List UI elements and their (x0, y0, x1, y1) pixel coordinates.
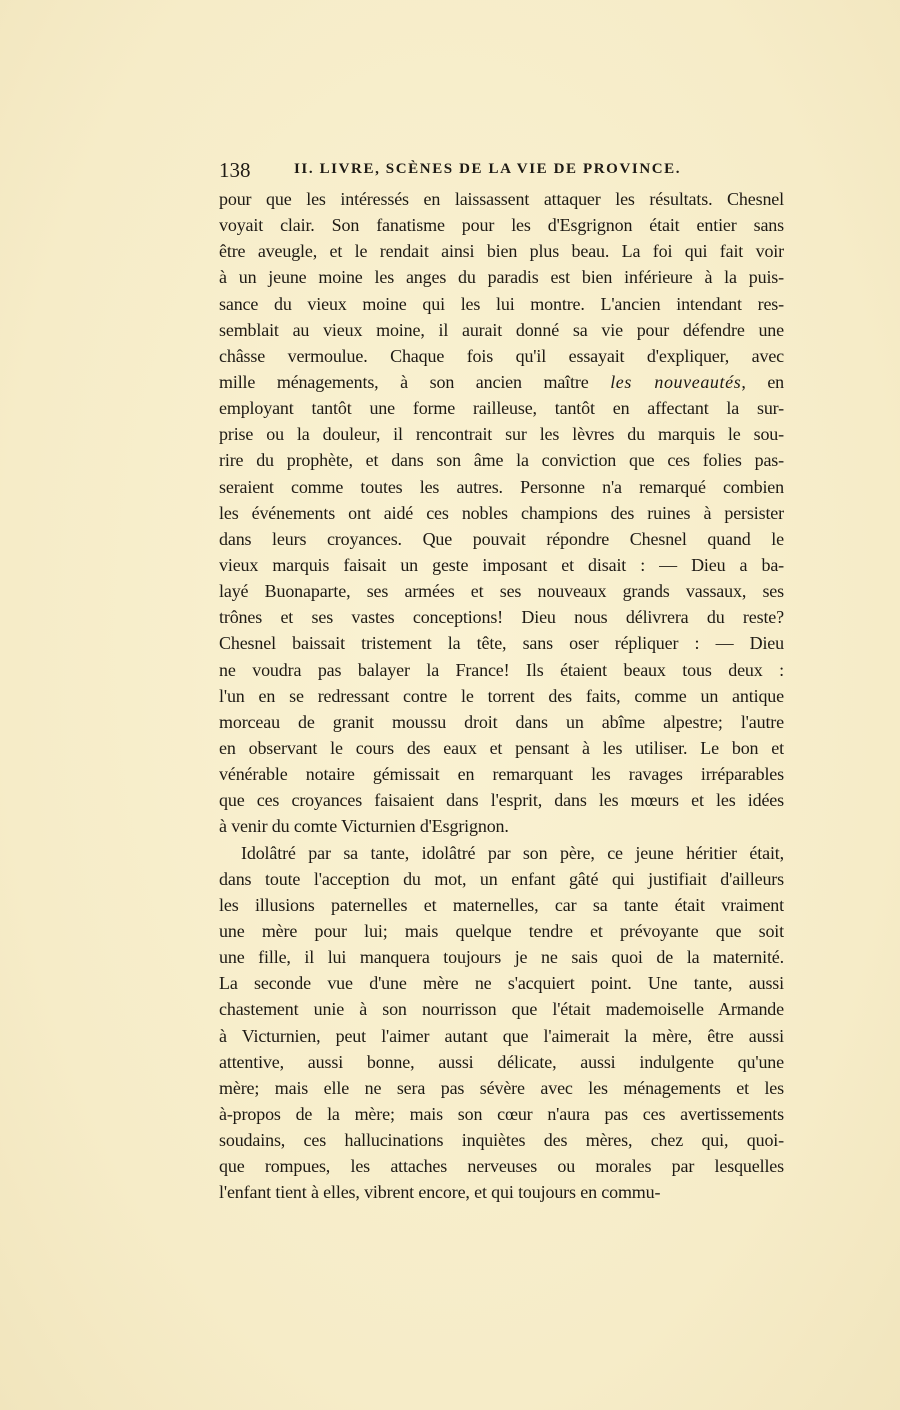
italic-phrase: les nouveautés (610, 371, 742, 392)
text-line: vénérable notaire gémissait en remarquant les ravages irréparables (219, 764, 784, 785)
text-line: Idolâtré par sa tante, idolâtré par son père, ce jeune héritier était, (241, 842, 784, 863)
text-line: les illusions paternelles et maternelles, car sa tante était vraiment (219, 894, 784, 915)
text-line: seraient comme toutes les autres. Personne n'a remarqué combien (219, 476, 784, 497)
text-line: layé Buonaparte, ses armées et ses nouveaux grands vassaux, ses (219, 581, 784, 602)
body-text (219, 186, 784, 1205)
text-segment: , en (741, 371, 784, 392)
text-line: pour que les intéressés en laissassent attaquer les résultats. Chesnel (219, 189, 784, 209)
text-line: attentive, aussi bonne, aussi délicate, aussi indulgente qu'une (219, 1051, 784, 1072)
text-line: La seconde vue d'une mère ne s'acquiert point. Une tante, aussi (219, 973, 784, 994)
text-line: chastement unie à son nourrisson que l'était mademoiselle Armande (219, 999, 784, 1020)
text-line (219, 369, 784, 395)
text-line: voyait clair. Son fanatisme pour les d'Esgrignon était entier sans (219, 215, 784, 236)
text-line: rire du prophète, et dans son âme la conviction que ces folies pas- (219, 450, 784, 471)
text-line: les événements ont aidé ces nobles champions des ruines à persister (219, 502, 784, 523)
text-line: Chesnel baissait tristement la tête, sans oser répliquer : — Dieu (219, 633, 784, 654)
text-line: employant tantôt une forme railleuse, tantôt en affectant la sur- (219, 398, 784, 419)
text-line: dans toute l'acception du mot, un enfant gâté qui justifiait d'ailleurs (219, 868, 784, 889)
text-line: sance du vieux moine qui les lui montre. L'ancien intendant res- (219, 293, 784, 314)
text-line: dans leurs croyances. Que pouvait répondre Chesnel quand le (219, 528, 784, 549)
running-title: II. LIVRE, SCÈNES DE LA VIE DE PROVINCE. (294, 161, 682, 177)
text-line: à-propos de la mère; mais son cœur n'aura pas ces avertissements (219, 1103, 784, 1124)
text-segment: mille ménagements, à son ancien maître (219, 371, 611, 392)
text-line: à venir du comte Victurnien d'Esgrignon. (219, 816, 509, 837)
text-line: à Victurnien, peut l'aimer autant que l'aimerait la mère, être aussi (219, 1025, 784, 1046)
text-line: mère; mais elle ne sera pas sévère avec les ménagements et les (219, 1077, 784, 1098)
text-line: à un jeune moine les anges du paradis est bien inférieure à la puis- (219, 267, 784, 288)
text-line: une fille, il lui manquera toujours je ne sais quoi de la maternité. (219, 947, 784, 968)
page-header (219, 158, 784, 184)
text-line: l'un en se redressant contre le torrent des faits, comme un antique (219, 685, 784, 706)
text-line: châsse vermoulue. Chaque fois qu'il essayait d'expliquer, avec (219, 345, 784, 366)
text-line: en observant le cours des eaux et pensant à les utiliser. Le bon et (219, 737, 784, 758)
text-line: morceau de granit moussu droit dans un abîme alpestre; l'autre (219, 711, 784, 732)
text-line: vieux marquis faisait un geste imposant et disait : — Dieu a ba- (219, 554, 784, 575)
text-line: soudains, ces hallucinations inquiètes des mères, chez qui, quoi- (219, 1130, 784, 1151)
text-line: prise ou la douleur, il rencontrait sur les lèvres du marquis le sou- (219, 424, 784, 445)
paragraph (219, 840, 784, 1206)
text-line: semblait au vieux moine, il aurait donné sa vie pour défendre une (219, 319, 784, 340)
text-line: ne voudra pas balayer la France! Ils étaient beaux tous deux : (219, 659, 784, 680)
text-line: que ces croyances faisaient dans l'esprit, dans les mœurs et les idées (219, 790, 784, 811)
text-line: l'enfant tient à elles, vibrent encore, et qui toujours en commu- (219, 1182, 661, 1203)
page-number: 138 (219, 158, 251, 182)
text-line: trônes et ses vastes conceptions! Dieu nous délivrera du reste? (219, 607, 784, 628)
text-line: une mère pour lui; mais quelque tendre et prévoyante que soit (219, 920, 784, 941)
paragraph (219, 186, 784, 840)
text-line: être aveugle, et le rendait ainsi bien plus beau. La foi qui fait voir (219, 241, 784, 262)
text-line: que rompues, les attaches nerveuses ou morales par lesquelles (219, 1156, 784, 1177)
